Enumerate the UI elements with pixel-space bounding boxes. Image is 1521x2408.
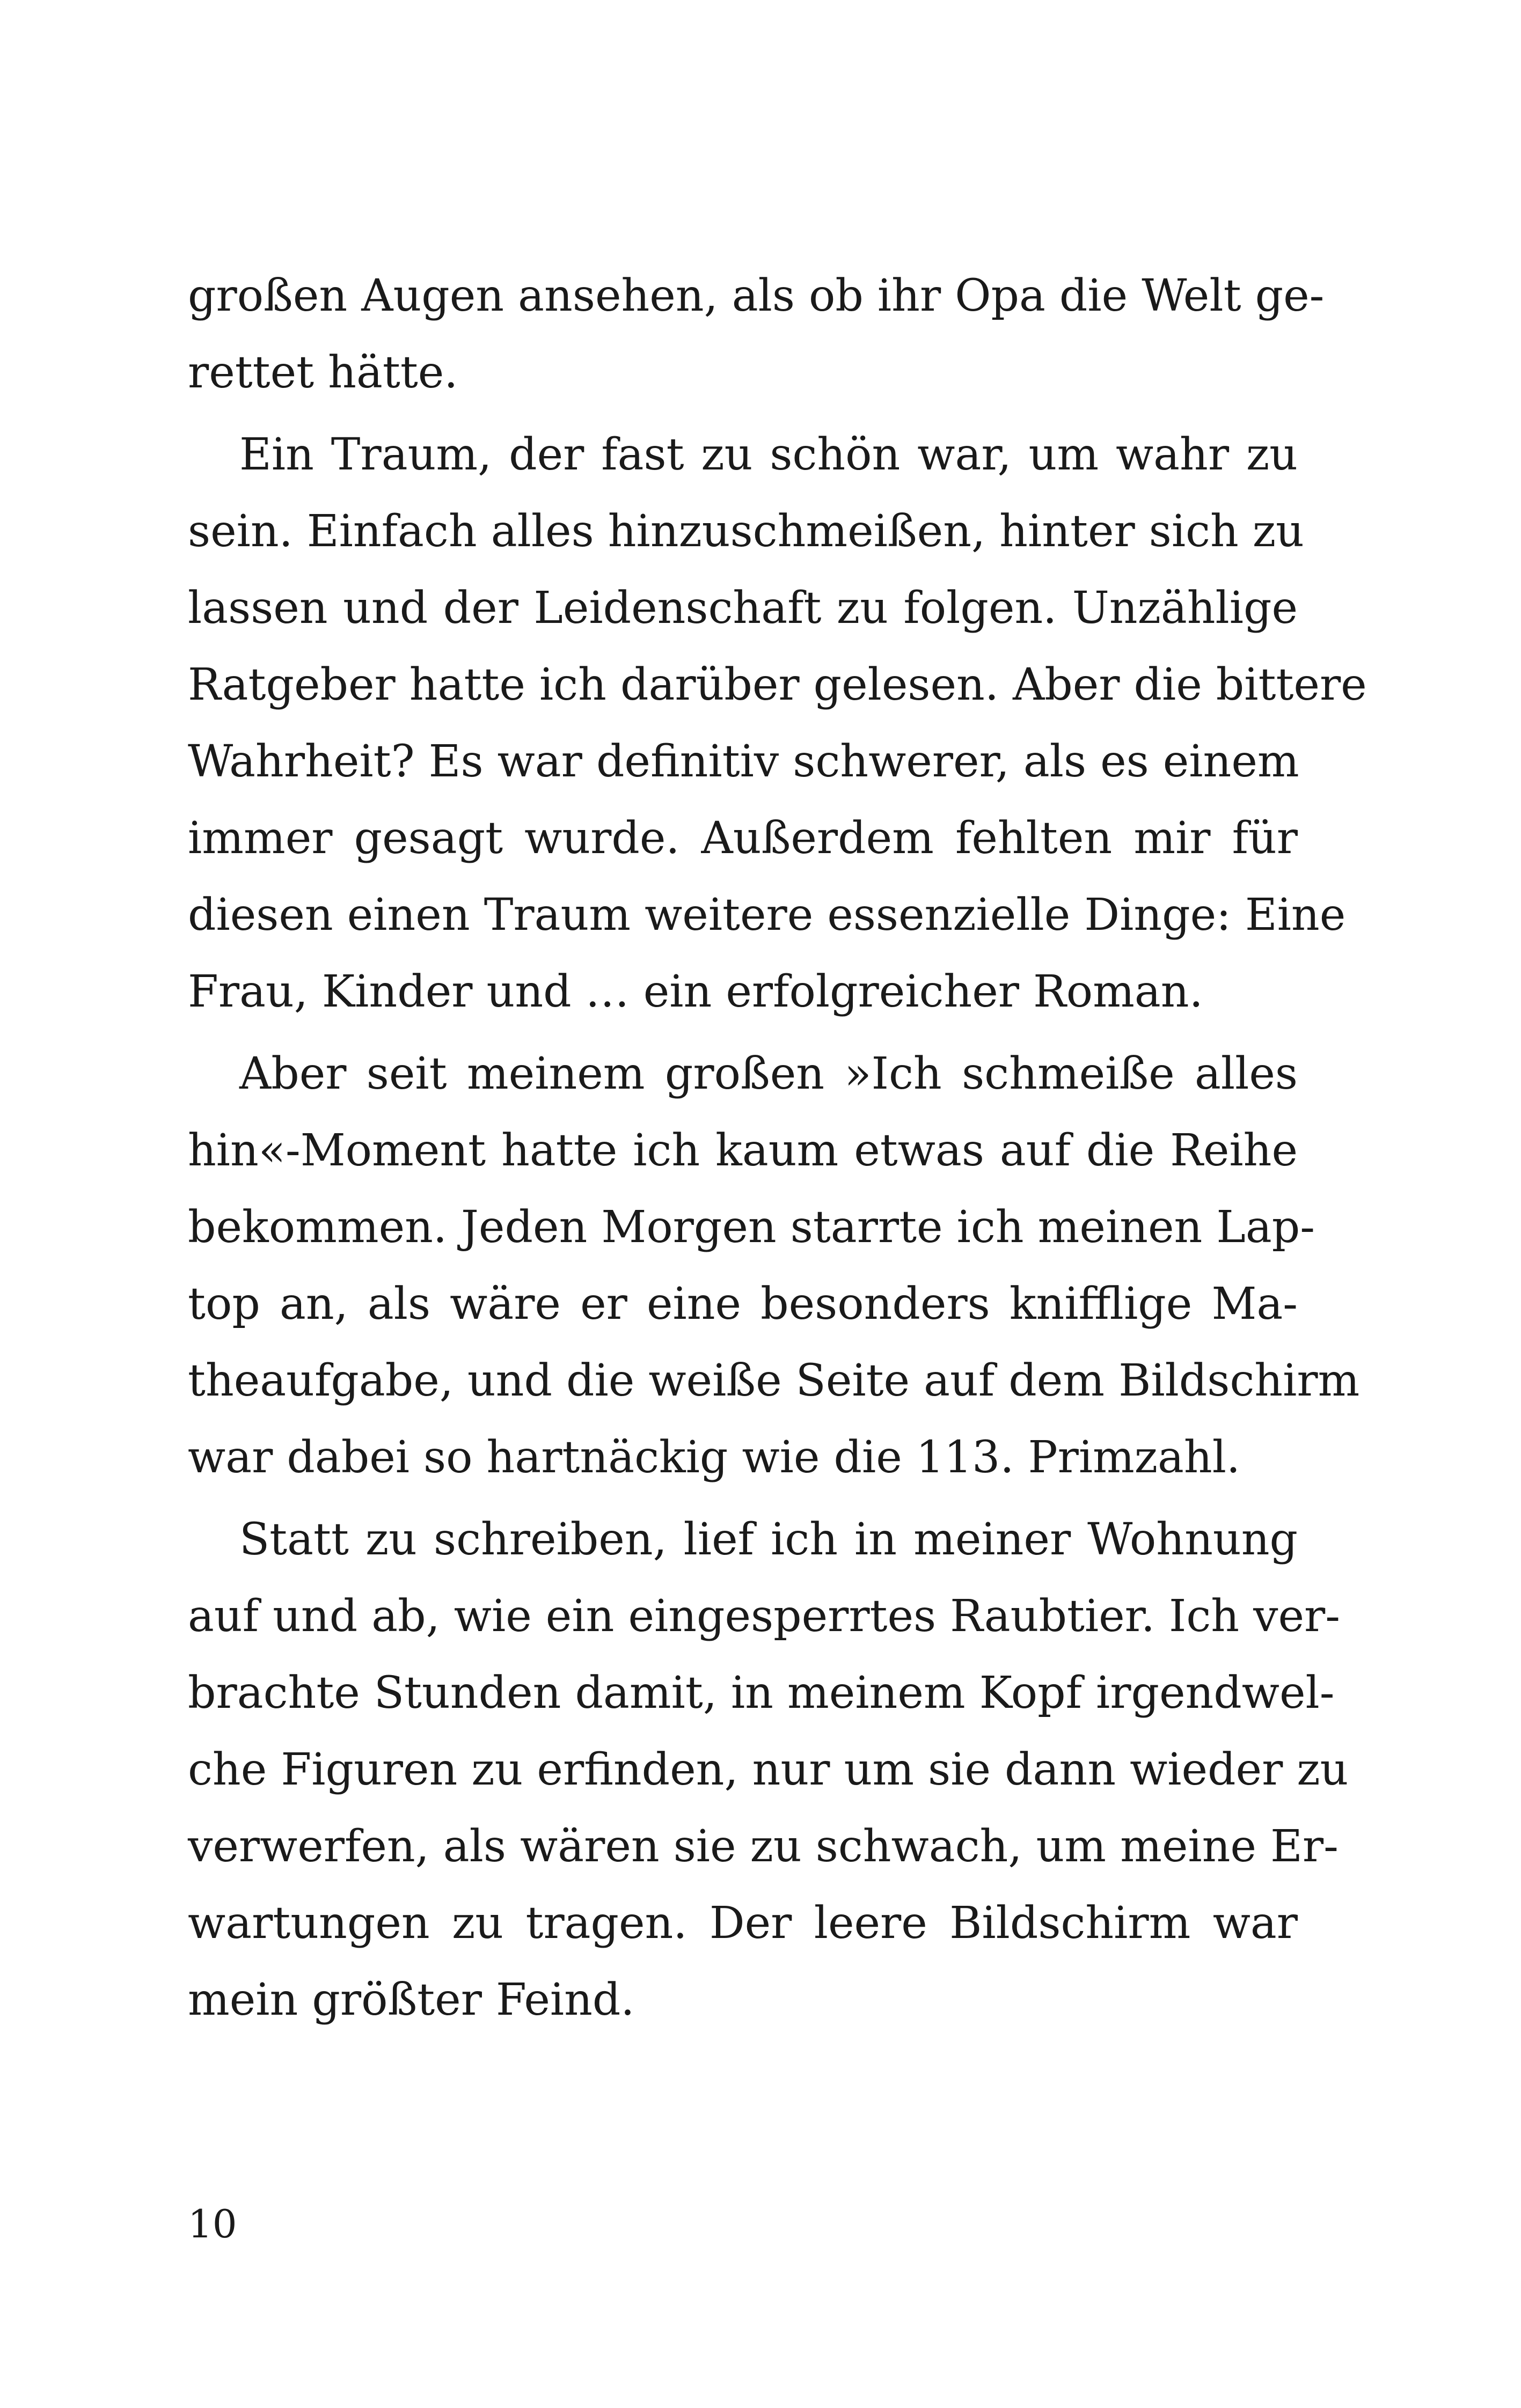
page-number: 10 (188, 2201, 237, 2247)
text-line: auf und ab, wie ein eingesperrtes Raubtier. Ich ver- (188, 1591, 1340, 1642)
text-line: Ein Traum, der fast zu schön war, um wahr zu (239, 429, 1298, 480)
text-line: diesen einen Traum weitere essenzielle Dinge: Eine (188, 890, 1346, 941)
text-line: sein. Einfach alles hinzuschmeißen, hinter sich zu (188, 506, 1304, 557)
text-line: che Figuren zu erfinden, nur um sie dann wieder zu (188, 1744, 1349, 1795)
text-line: rettet hätte. (188, 347, 458, 398)
text-line: Ratgeber hatte ich darüber gelesen. Aber die bittere (188, 659, 1367, 710)
text-line: hin«-Moment hatte ich kaum etwas auf die Reihe (188, 1125, 1298, 1176)
text-line: bekommen. Jeden Morgen starrte ich meinen Lap- (188, 1202, 1315, 1253)
text-line: brachte Stunden damit, in meinem Kopf irgendwel- (188, 1668, 1335, 1719)
text-line: Frau, Kinder und … ein erfolgreicher Roman. (188, 966, 1203, 1017)
text-line: Wahrheit? Es war definitiv schwerer, als es einem (188, 736, 1299, 787)
body-text (188, 258, 1367, 2038)
text-line: war dabei so hartnäckig wie die 113. Primzahl. (188, 1432, 1240, 1483)
text-line: Statt zu schreiben, lief ich in meiner Wohnung (239, 1514, 1298, 1565)
text-line: mein größter Feind. (188, 1974, 635, 2025)
text-line: theaufgabe, und die weiße Seite auf dem Bildschirm (188, 1355, 1360, 1406)
text-line: großen Augen ansehen, als ob ihr Opa die Welt ge- (188, 270, 1325, 321)
text-line: top an, als wäre er eine besonders knifflige Ma- (188, 1279, 1298, 1330)
text-line: wartungen zu tragen. Der leere Bildschirm war (188, 1898, 1298, 1949)
text-line: verwerfen, als wären sie zu schwach, um meine Er- (188, 1821, 1339, 1872)
text-line: Aber seit meinem großen »Ich schmeiße alles (239, 1048, 1298, 1099)
text-line: immer gesagt wurde. Außerdem fehlten mir für (188, 813, 1298, 864)
text-line: lassen und der Leidenschaft zu folgen. Unzählige (188, 583, 1298, 634)
